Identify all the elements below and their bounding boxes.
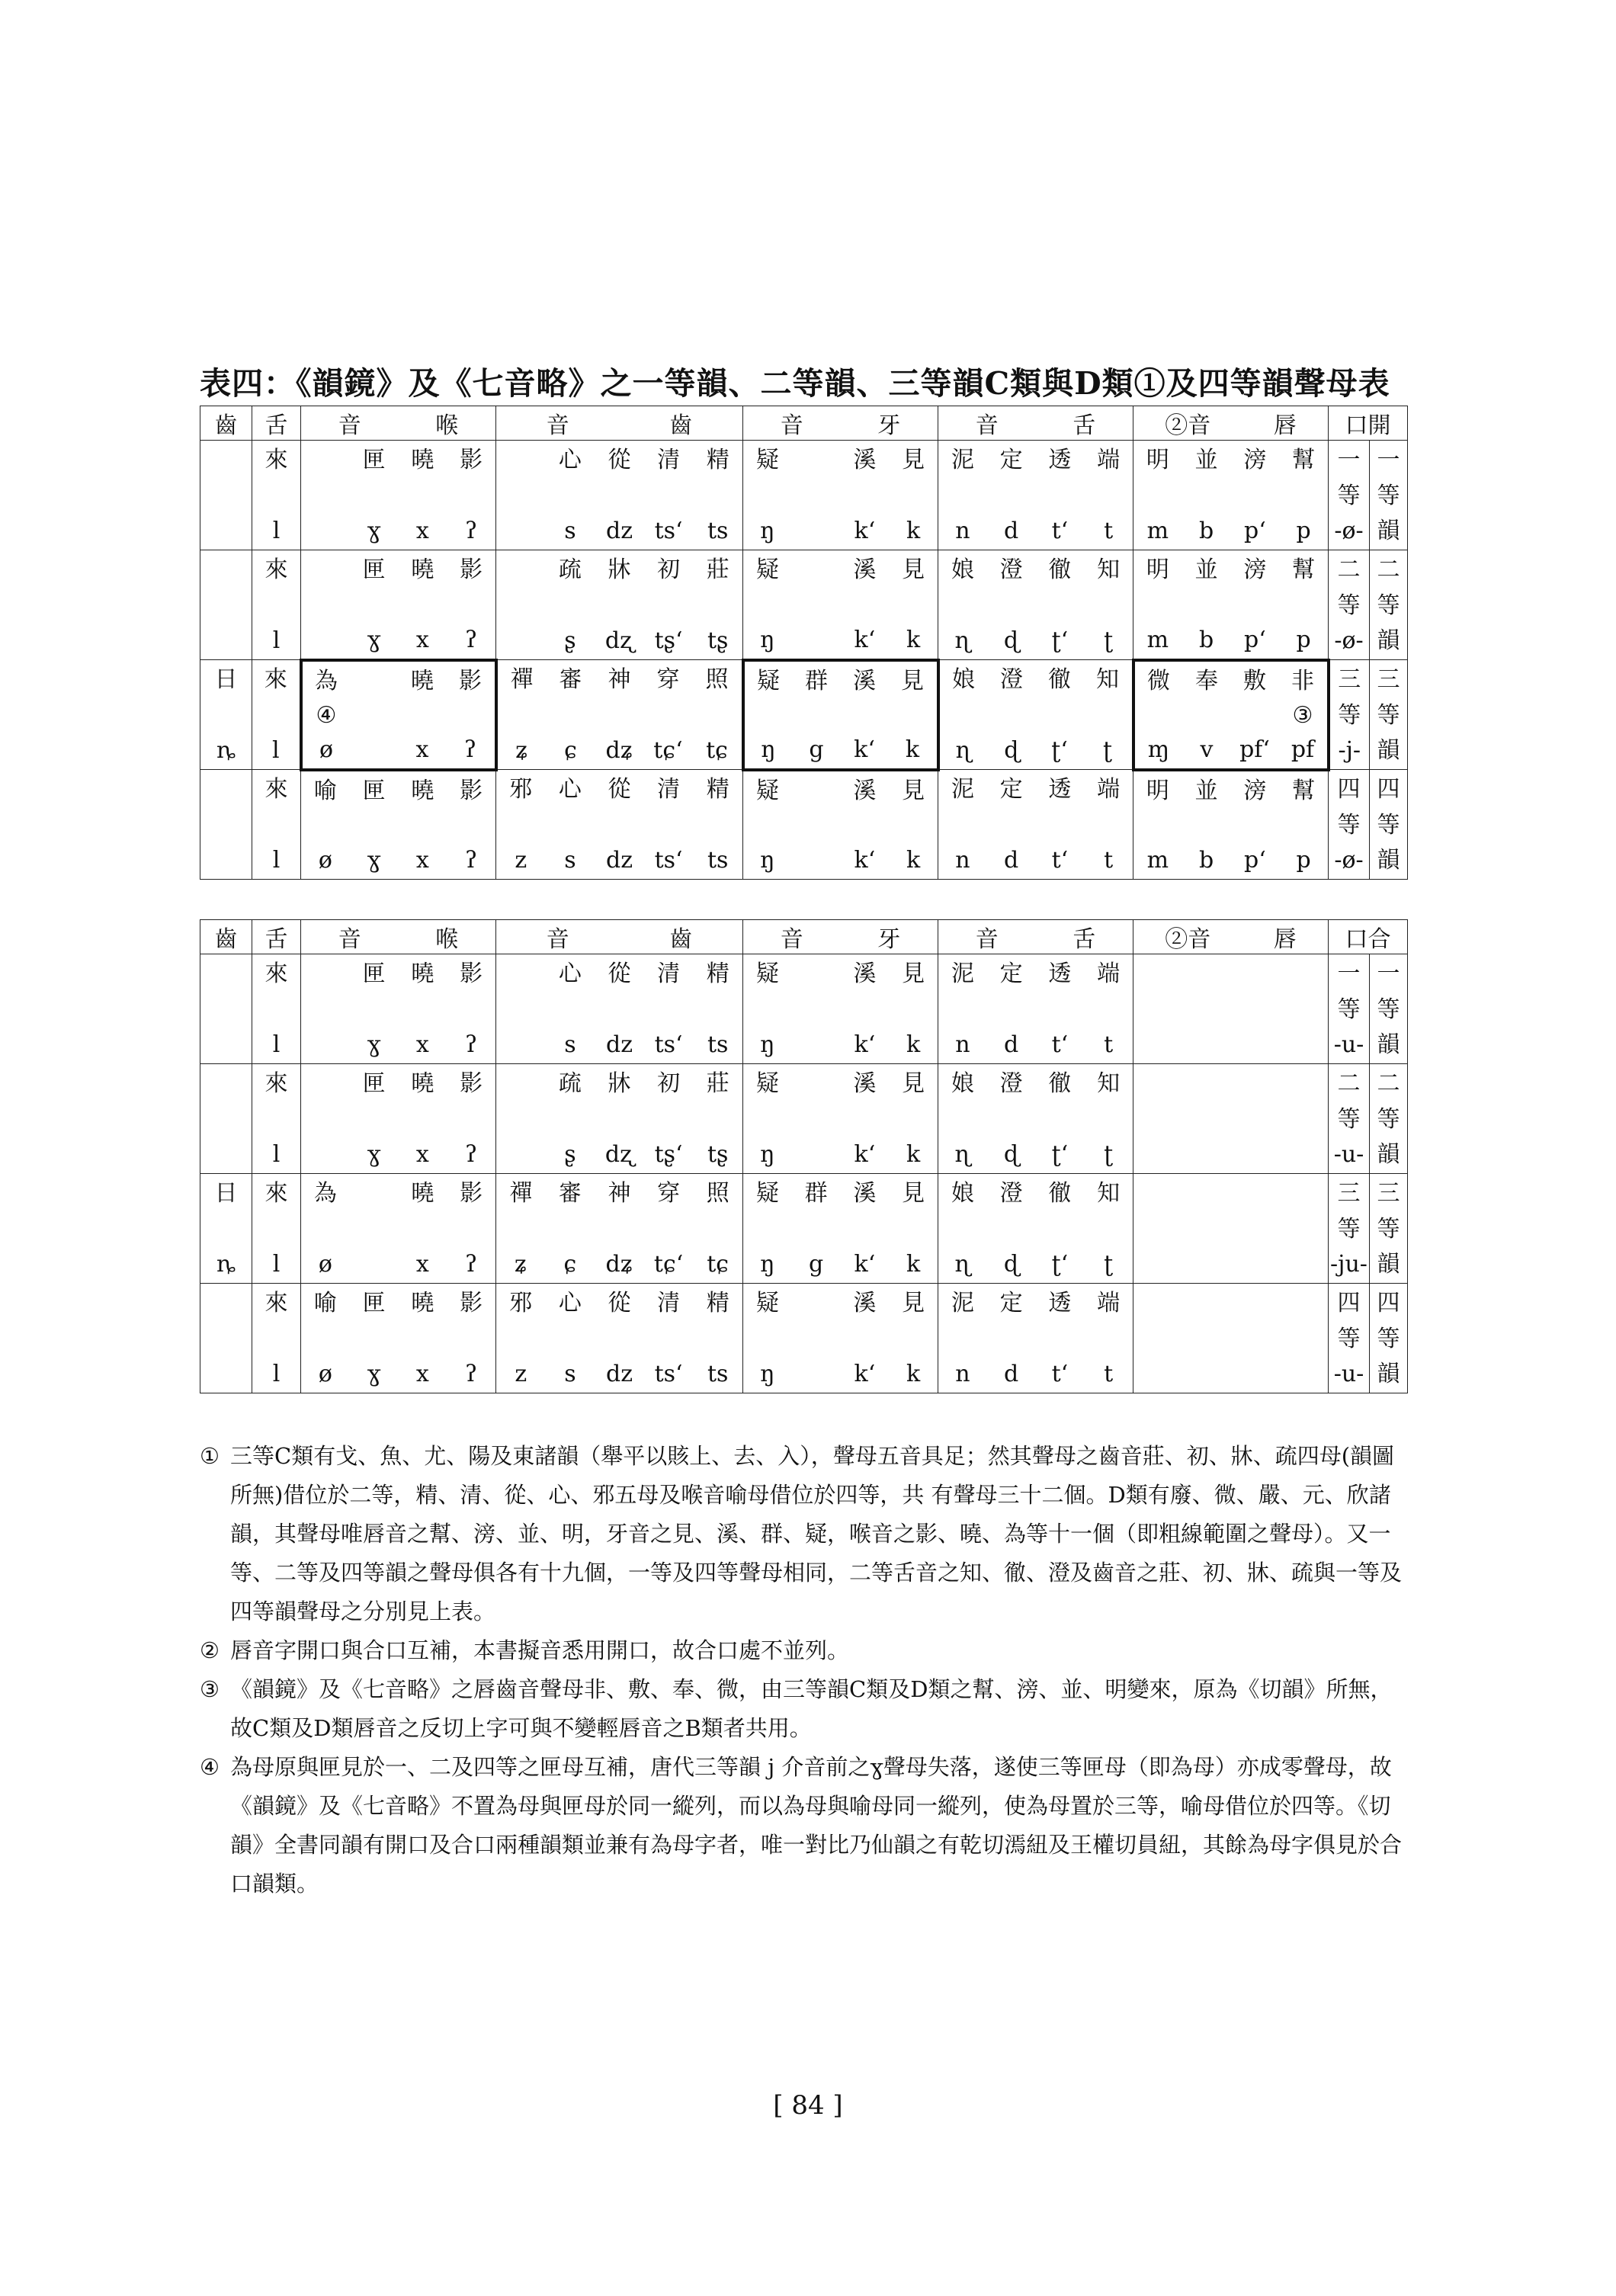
initial-ya: 疑 ŋ: [755, 1290, 779, 1387]
footnote-3: ③ 《韻鏡》及《七音略》之唇齒音聲母非、敷、奉、微，由三等韻C類及D類之幫、滂、並、明變來，原為《切韻》所無，故C類及D類唇音之反切上字可與不變輕唇音之B類者共用。: [200, 1676, 1393, 1741]
initial-she: 來 l: [265, 1290, 288, 1387]
initial-ya: 溪 kʻ: [853, 667, 876, 763]
initial-ya: 疑 ŋ: [755, 777, 779, 874]
col-chun: [1133, 1174, 1329, 1284]
col-chun: [1133, 550, 1329, 660]
col-chun: [1133, 770, 1329, 880]
initial-ya: 群 g: [805, 667, 828, 763]
initial-ya: 群 g: [804, 1180, 828, 1278]
col-yun: 一 等 韻: [1370, 441, 1408, 550]
initial-ya: 疑 ŋ: [755, 1180, 779, 1278]
initial-chi2: 初 tʂʻ: [654, 556, 683, 654]
header-chi2: 音 齒: [496, 920, 743, 954]
initial-chi2: 心 s: [558, 776, 582, 874]
initial-chun: 明 m: [1146, 556, 1169, 653]
header-ya: 音 牙: [743, 920, 938, 954]
initial-chi2: 邪 z: [509, 776, 533, 874]
col-chi2: [496, 1284, 743, 1393]
initial-ya: 疑 ŋ: [755, 556, 779, 653]
initial-chun: 敷 pfʻ: [1239, 667, 1270, 763]
initial-ya: 見 k: [901, 667, 924, 763]
col-chi: [200, 1284, 252, 1393]
footnote-mark-3: ③: [1292, 701, 1313, 729]
col-ya: [743, 1174, 938, 1284]
initial-she2: 泥 n: [951, 960, 974, 1058]
table-row: [200, 550, 1408, 660]
footnote-1: ① 三等C類有戈、魚、尤、陽及東諸韻（舉平以賅上、去、入），聲母五音具足；然其聲母之齒音莊、初、牀、疏四母(韻圖所無)借位於二等，精、清、從、心、邪五母及喉音喻母借位於四等，共 有聲母三十二個。D類有廢、微、嚴、元、欣諸韻，其聲母唯唇音之幫、滂、並、明，牙音之見、溪、群、疑，喉音之影、曉、為等十一個（即粗線範圍之聲母）。又一等、二等及四等韻之聲母俱各有十九個，一等及四等聲母相同，二等舌音之知、徹、澄及齒音之莊、初、牀、疏與一等及四等韻聲母之分別見上表。: [200, 1443, 1403, 1624]
initial-chi2: 神 dʑ: [605, 666, 633, 764]
initial-ya: 疑 ŋ: [755, 447, 779, 544]
header-hou: 音 喉: [301, 920, 496, 954]
initial-she2: 定 d: [999, 447, 1023, 544]
initial-chi: [200, 1284, 252, 1393]
initial-ya: 見 k: [902, 777, 925, 874]
initial-chi: 日 ȵ: [214, 1180, 238, 1278]
initial-she2: 端 t: [1097, 1290, 1121, 1387]
col-she: [252, 1284, 301, 1393]
initial-chun: 並 b: [1194, 556, 1218, 653]
initial-hou: 影 ʔ: [460, 1290, 483, 1387]
initial-chi2: 心 s: [558, 1290, 582, 1387]
initial-hou: 為 ø: [313, 1180, 337, 1278]
initial-ya: 溪 kʻ: [853, 1070, 877, 1168]
initial-hou: 影 ʔ: [460, 777, 483, 874]
col-she2: [938, 441, 1133, 550]
col-she: [252, 954, 301, 1064]
initial-she2: 端 t: [1097, 447, 1121, 544]
initial-chun: 幫 p: [1292, 556, 1316, 653]
col-chi2: [496, 1064, 743, 1174]
initial-hou: 匣 ɣ: [362, 447, 386, 544]
col-yun: 二 等 韻: [1370, 550, 1408, 660]
initial-ya: 疑 ŋ: [755, 960, 779, 1058]
initial-ya: [792, 1064, 841, 1173]
initial-hou: 匣 ɣ: [362, 1290, 386, 1387]
header-she2: 音 舌: [938, 406, 1133, 441]
initial-chi2: [496, 441, 546, 550]
col-hou: [301, 660, 496, 770]
table-row: [200, 1174, 1408, 1284]
initial-hou: [301, 441, 350, 550]
initial-chun: 明 m: [1146, 777, 1169, 874]
col-yun: 三 等 韻: [1370, 660, 1408, 770]
col-she2: [938, 660, 1133, 770]
initial-she2: 泥 n: [951, 1290, 974, 1387]
initial-hou: 曉 x: [411, 556, 434, 653]
initial-hou: 曉 x: [411, 1180, 434, 1278]
col-chi: [200, 1064, 252, 1174]
initial-chi2: 心 s: [558, 960, 582, 1058]
col-yun: 四 等 韻: [1370, 770, 1408, 880]
header-she: 舌: [252, 920, 301, 954]
initial-hou: [301, 1064, 350, 1173]
initial-chi2: [496, 954, 546, 1063]
initial-chun: 滂 pʻ: [1243, 556, 1267, 653]
col-chun: [1133, 954, 1329, 1064]
col-grade: 一 等 -u-: [1329, 954, 1370, 1064]
initial-hou: [351, 662, 399, 768]
initial-chun: 微 ɱ: [1147, 667, 1170, 763]
col-chi2: [496, 954, 743, 1064]
col-grade: 四 等 -u-: [1329, 1284, 1370, 1393]
col-chi: [200, 660, 252, 770]
initial-hou: 匣 ɣ: [362, 556, 386, 653]
initial-chi: [200, 1064, 252, 1173]
initial-ya: [792, 771, 841, 880]
initial-ya: 見 k: [902, 960, 925, 1058]
header-chun: ②音 唇: [1133, 920, 1329, 954]
col-hou: [301, 1174, 496, 1284]
col-chi2: [496, 660, 743, 770]
col-grade: 二 等 -u-: [1329, 1064, 1370, 1174]
col-ya: [743, 1064, 938, 1174]
initial-ya: 溪 kʻ: [853, 556, 877, 653]
initial-ya: 見 k: [902, 1290, 925, 1387]
initial-ya: [792, 550, 841, 659]
initial-she2: 徹 ʈʻ: [1048, 1180, 1072, 1278]
col-hou: [301, 770, 496, 880]
col-she2: [938, 770, 1133, 880]
initial-she: 來 l: [265, 447, 288, 544]
initial-ya: 溪 kʻ: [853, 447, 877, 544]
page-number: [ 84 ]: [773, 2090, 843, 2121]
initial-hou: 曉 x: [411, 960, 434, 1058]
initial-chi2: 莊 tʂ: [706, 1070, 729, 1168]
col-ya: [743, 660, 938, 770]
col-grade: 三 等 -j-: [1329, 660, 1370, 770]
col-hou: [301, 1064, 496, 1174]
table-row: [200, 770, 1408, 880]
initial-chi2: 審 ɕ: [558, 1180, 582, 1278]
initial-chi2: 穿 tɕʻ: [653, 1180, 684, 1278]
initial-chi: [200, 770, 252, 879]
initial-chun: 幫 p: [1292, 447, 1316, 544]
initial-ya: 見 k: [902, 1180, 925, 1278]
col-chi: [200, 954, 252, 1064]
initial-chun: 並 b: [1194, 777, 1218, 874]
initial-chi2: 邪 z: [509, 1290, 533, 1387]
col-she2: [938, 1284, 1133, 1393]
initial-hou: 匣 ɣ: [362, 777, 386, 874]
initial-ya: 見 k: [902, 1070, 925, 1168]
initial-chi: [200, 954, 252, 1063]
col-hou: [301, 954, 496, 1064]
col-she: [252, 550, 301, 660]
col-hou: [301, 550, 496, 660]
col-ya: [743, 550, 938, 660]
col-chi: [200, 441, 252, 550]
col-chi2: [496, 550, 743, 660]
header-chi: 齒: [200, 406, 252, 441]
initial-hou: 匣 ɣ: [362, 960, 386, 1058]
initial-she: 來 l: [264, 666, 287, 764]
initial-ya: 溪 kʻ: [853, 1180, 877, 1278]
footnote-2: ② 唇音字開口與合口互補，本書擬音悉用開口，故合口處不並列。: [200, 1637, 850, 1663]
initial-hou: 為 ④ ø: [315, 667, 338, 763]
col-grade: 二 等 -ø-: [1329, 550, 1370, 660]
initial-she2: 定 d: [999, 1290, 1023, 1387]
initial-chi2: 精 ts: [706, 447, 729, 544]
initial-chi2: 照 tɕ: [706, 1180, 729, 1278]
initial-she2: 知 ʈ: [1097, 1180, 1121, 1278]
initial-chi2: 從 dz: [605, 1290, 633, 1387]
initial-hou: 曉 x: [411, 1070, 434, 1168]
col-chi2: [496, 770, 743, 880]
initial-chun: 非 ③ pf: [1291, 667, 1315, 763]
initial-hou: 喻 ø: [313, 777, 337, 874]
initial-ya: 疑 ŋ: [757, 667, 780, 763]
col-grade: 四 等 -ø-: [1329, 770, 1370, 880]
initials-table-closed: [200, 919, 1408, 1393]
table-row: [200, 1284, 1408, 1393]
col-yun: 三 等 韻: [1370, 1174, 1408, 1284]
initial-chi2: 照 tɕ: [705, 666, 729, 764]
initial-hou: 喻 ø: [313, 1290, 337, 1387]
initial-she2: 透 tʻ: [1048, 447, 1072, 544]
initial-hou: 影 ʔ: [459, 667, 482, 763]
initial-ya: 溪 kʻ: [853, 777, 877, 874]
initial-chi2: 穿 tɕʻ: [653, 666, 683, 764]
initial-chi2: 禪 ʑ: [509, 1180, 533, 1278]
initial-hou: 影 ʔ: [460, 1070, 483, 1168]
initial-she2: 娘 ɳ: [951, 1070, 974, 1168]
initial-she2: 澄 ɖ: [1000, 666, 1023, 764]
col-grade: 三 等 -ju-: [1329, 1174, 1370, 1284]
header-chi: 齒: [200, 920, 252, 954]
col-she: [252, 660, 301, 770]
col-chun: [1133, 441, 1329, 550]
initial-hou: [301, 550, 350, 659]
initial-she2: 透 tʻ: [1048, 960, 1072, 1058]
col-she: [252, 770, 301, 880]
footnotes: [200, 1437, 1403, 1903]
col-she: [252, 1064, 301, 1174]
initial-chi2: 禪 ʑ: [510, 666, 534, 764]
initials-table-open: [200, 406, 1408, 880]
table-header-row: [200, 920, 1408, 954]
initial-hou: 曉 x: [411, 667, 434, 763]
col-chi2: [496, 1174, 743, 1284]
initial-she2: 泥 n: [951, 776, 974, 874]
col-she2: [938, 550, 1133, 660]
col-yun: 二 等 韻: [1370, 1064, 1408, 1174]
initial-chi2: 牀 dʐ: [604, 1070, 634, 1168]
initial-hou: 匣 ɣ: [362, 1070, 386, 1168]
table-row: [200, 660, 1408, 770]
initial-she2: 澄 ɖ: [999, 1180, 1023, 1278]
initial-she2: 透 tʻ: [1048, 1290, 1072, 1387]
initial-chi2: 從 dz: [605, 447, 633, 544]
col-chi: [200, 550, 252, 660]
col-yun: 四 等 韻: [1370, 1284, 1408, 1393]
initial-she2: 娘 ɳ: [951, 556, 974, 654]
table-title: 表四：《韻鏡》及《七音略》之一等韻、二等韻、三等韻C類與D類①及四等韻聲母表: [200, 365, 1390, 402]
col-chi: [200, 1174, 252, 1284]
initial-chi2: 精 ts: [706, 1290, 729, 1387]
initial-chi2: 心 s: [558, 447, 582, 544]
initial-chi2: 清 tsʻ: [654, 776, 683, 874]
initial-chun: 滂 pʻ: [1243, 447, 1267, 544]
col-hou: [301, 1284, 496, 1393]
initial-she2: 娘 ɳ: [951, 1180, 974, 1278]
initial-chi2: 清 tsʻ: [654, 960, 683, 1058]
initial-she: 來 l: [265, 556, 288, 654]
initial-chi2: 莊 tʂ: [706, 556, 729, 654]
initial-hou: 曉 x: [411, 1290, 434, 1387]
initial-hou: 影 ʔ: [460, 960, 483, 1058]
header-chun: ②音 唇: [1133, 406, 1329, 441]
initial-chi2: 牀 dʐ: [604, 556, 634, 654]
initial-she: 來 l: [265, 960, 288, 1058]
col-ya: [743, 441, 938, 550]
initial-hou: [301, 954, 350, 1063]
footnote-4: ④ 為母原與匣見於一、二及四等之匣母互補，唐代三等韻 j 介音前之ɣ聲母失落，遂使三等匣母（即為母）亦成零聲母，故《韻鏡》及《七音略》不置為母與匣母於同一縱列，而以為母與喻母同一縱列，使為母置於三等，喻母借位於四等。《切韻》全書同韻有開口及合口兩種韻類並兼有為母字者，唯一對比乃仙韻之有乾切漹紐及王權切員紐，其餘為母字俱見於合口韻類。: [200, 1754, 1403, 1897]
initial-ya: [792, 954, 841, 1063]
col-she: [252, 1174, 301, 1284]
col-chun: [1133, 660, 1329, 770]
initial-she2: 徹 ʈʻ: [1048, 1070, 1072, 1168]
initial-she2: 徹 ʈʻ: [1048, 666, 1071, 764]
col-ya: [743, 954, 938, 1064]
initial-hou: 影 ʔ: [460, 447, 483, 544]
table-row: [200, 954, 1408, 1064]
col-chi: [200, 770, 252, 880]
initial-chi: [200, 441, 252, 550]
initial-chi2: [496, 1064, 546, 1173]
initial-hou: [350, 1174, 399, 1283]
initial-she2: 定 d: [999, 776, 1023, 874]
initial-hou: 影 ʔ: [460, 1180, 483, 1278]
initial-hou: 曉 x: [411, 777, 434, 874]
initial-chi: 日 ȵ: [214, 666, 238, 764]
initial-chi2: 精 ts: [706, 960, 729, 1058]
initial-hou: 曉 x: [411, 447, 434, 544]
col-she2: [938, 1174, 1133, 1284]
header-she: 舌: [252, 406, 301, 441]
initial-she2: 澄 ɖ: [999, 1070, 1023, 1168]
initial-chun: 幫 p: [1292, 777, 1316, 874]
initial-chi2: 疏 ʂ: [558, 556, 582, 654]
initial-chi2: 清 tsʻ: [654, 1290, 683, 1387]
initial-chi2: 初 tʂʻ: [654, 1070, 683, 1168]
initial-she2: 知 ʈ: [1097, 1070, 1121, 1168]
col-chi2: [496, 441, 743, 550]
initial-she2: 透 tʻ: [1048, 776, 1072, 874]
col-hou: [301, 441, 496, 550]
header-ya: 音 牙: [743, 406, 938, 441]
initial-she2: 知 ʈ: [1096, 666, 1119, 764]
initial-she2: 端 t: [1097, 776, 1121, 874]
initial-hou: 影 ʔ: [460, 556, 483, 653]
initial-chi2: 從 dz: [605, 960, 633, 1058]
col-she2: [938, 954, 1133, 1064]
initial-ya: 見 k: [902, 556, 925, 653]
initial-ya: 溪 kʻ: [853, 1290, 877, 1387]
initial-she2: 定 d: [999, 960, 1023, 1058]
col-yun: 一 等 韻: [1370, 954, 1408, 1064]
col-ya: [743, 1284, 938, 1393]
initial-ya: 見 k: [902, 447, 925, 544]
col-chun: [1133, 1064, 1329, 1174]
header-she2: 音 舌: [938, 920, 1133, 954]
initial-she2: 徹 ʈʻ: [1048, 556, 1072, 654]
initial-she2: 娘 ɳ: [952, 666, 975, 764]
header-kai: 口合: [1329, 920, 1408, 954]
initial-she: 來 l: [265, 1070, 288, 1168]
initial-ya: [792, 1284, 841, 1393]
header-hou: 音 喉: [301, 406, 496, 441]
footnote-mark-4: ④: [316, 701, 337, 729]
col-chun: [1133, 1284, 1329, 1393]
col-grade: 一 等 -ø-: [1329, 441, 1370, 550]
table-header-row: [200, 406, 1408, 441]
initial-she2: 澄 ɖ: [999, 556, 1023, 654]
initial-chun: 滂 pʻ: [1243, 777, 1267, 874]
initial-chun: 明 m: [1146, 447, 1169, 544]
initial-chi2: 從 dz: [605, 776, 633, 874]
initial-she2: 泥 n: [951, 447, 974, 544]
col-she: [252, 441, 301, 550]
header-chi2: 音 齒: [496, 406, 743, 441]
header-kai: 口開: [1329, 406, 1408, 441]
col-ya: [743, 770, 938, 880]
initial-ya: 疑 ŋ: [755, 1070, 779, 1168]
initial-chun: 奉 v: [1195, 667, 1218, 763]
initial-she2: 端 t: [1097, 960, 1121, 1058]
initial-chi2: [496, 550, 546, 659]
initial-chi2: 疏 ʂ: [558, 1070, 582, 1168]
initial-chi2: 清 tsʻ: [654, 447, 683, 544]
initial-ya: 溪 kʻ: [853, 960, 877, 1058]
initial-she: 來 l: [265, 776, 288, 874]
initial-chi2: 神 dʑ: [605, 1180, 633, 1278]
initial-she: 來 l: [265, 1180, 288, 1278]
initial-chi2: 精 ts: [706, 776, 729, 874]
table-row: [200, 1064, 1408, 1174]
initial-ya: [792, 441, 841, 550]
initial-chi: [200, 550, 252, 659]
initial-chi2: 審 ɕ: [559, 666, 582, 764]
initial-she2: 知 ʈ: [1097, 556, 1121, 654]
table-row: [200, 441, 1408, 550]
col-she2: [938, 1064, 1133, 1174]
initial-chun: 並 b: [1194, 447, 1218, 544]
